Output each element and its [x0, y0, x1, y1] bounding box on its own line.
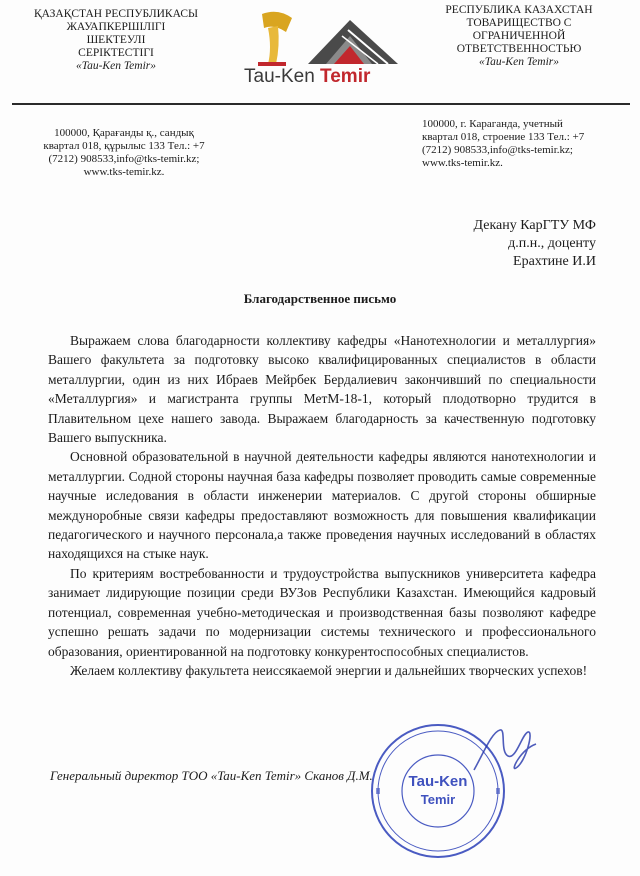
header-right-line: РЕСПУБЛИКА КАЗАХСТАН: [445, 4, 593, 16]
recipient-line: д.п.н., доценту: [508, 236, 596, 251]
body-paragraph: Основной образовательной в научной деятельности кафедры являются нанотехнологии и металлургии. Содной стороны научная база кафедры позволяет проводить самые современные научные иследования в области инженерии материалов. С другой стороны обширные междуноробные связи кафедры предоставляют возможность для повышения квалификации педагогического и научного персонала,а также проведения научных исследований в областях находящихся на стыке наук.: [48, 449, 596, 562]
body-paragraph: По критериям востребованности и трудоустройства выпускников университета кафедра занимает лидирующие позиции среди ВУЗов Республики Казахстан. Имеющийся кадровый потенциал, современная учебно-методическая и производственная базы позволяют кафедре успешно решать задачи по модернизации системы технического и профессионального образования, ориентированной на подготовку конкурентоспособных специалистов.: [48, 565, 596, 659]
signature-line: Генеральный директор ТОО «Tau-Ken Temir» Сканов Д.М.: [50, 768, 373, 783]
recipient-line: Ерахтине И.И: [513, 254, 596, 269]
letter-title: Благодарственное письмо: [243, 291, 397, 306]
header-russian: [414, 4, 624, 69]
header-right-line: ТОВАРИЩЕСТВО С: [466, 17, 572, 29]
header-left-line: ШЕКТЕУЛІ: [86, 34, 146, 46]
logo-word-temir: Temir: [320, 66, 371, 87]
header-right-company: «Tau-Ken Temir»: [479, 56, 559, 68]
address-line: 100000, г. Караганда, учетный: [422, 118, 563, 130]
address-line: www.tks-temir.kz.: [422, 157, 503, 169]
header-right-line: ОТВЕТСТВЕННОСТЬЮ: [456, 43, 582, 55]
body-paragraph: Выражаем слова благодарности коллективу кафедры «Нанотехнологии и металлургия» Вашего факультета за подготовку высоко квалифицированных специалистов в области металлургии, один из них Ибраев Мейрбек Бердалиевич закончивший по специальности «Металлургия» и магистранта группы МетМ-18-1, который плодотворно трудится в Плавительном цехе нашего завода. Выражаем благодарность за качественную подготовку Вашего выпускника.: [48, 333, 596, 446]
address-line: 100000, Қарағанды қ., сандық: [54, 127, 194, 139]
letter-body: [48, 331, 596, 680]
address-line: www.tks-temir.kz.: [83, 166, 165, 178]
seal-text-2: Temir: [420, 792, 456, 807]
header-right-line: ОГРАНИЧЕННОЙ: [472, 30, 566, 42]
recipient-line: Декану КарГТУ МФ: [473, 218, 596, 233]
address-line: (7212) 908533,info@tks-temir.kz;: [48, 153, 200, 165]
header-left-line: СЕРІКТЕСТІГІ: [78, 47, 154, 59]
header-left-company: «Tau-Ken Temir»: [76, 60, 156, 72]
header-left-line: ҚАЗАҚСТАН РЕСПУБЛИКАСЫ: [33, 8, 199, 20]
recipient-block: [380, 217, 596, 271]
seal-text-1: Tau-Ken: [408, 773, 468, 790]
header-divider: [12, 103, 630, 105]
header-kazakh: [16, 8, 216, 73]
address-line: квартал 018, құрылыс 133 Тел.: +7: [43, 140, 205, 152]
body-paragraph: Желаем коллективу факультета неиссякаемой энергии и дальнейших творческих успехов!: [70, 662, 588, 678]
address-russian: [422, 118, 622, 170]
header-left-line: ЖАУАПКЕРШІЛІГІ: [66, 21, 166, 33]
address-line: (7212) 908533,info@tks-temir.kz;: [422, 144, 573, 156]
handwritten-signature-icon: [470, 722, 540, 778]
address-kazakh: [24, 127, 224, 179]
logo-word-tauken: Tau-Ken: [244, 66, 321, 87]
address-line: квартал 018, строение 133 Тел.: +7: [422, 131, 585, 143]
logo-wordmark: [244, 66, 404, 88]
